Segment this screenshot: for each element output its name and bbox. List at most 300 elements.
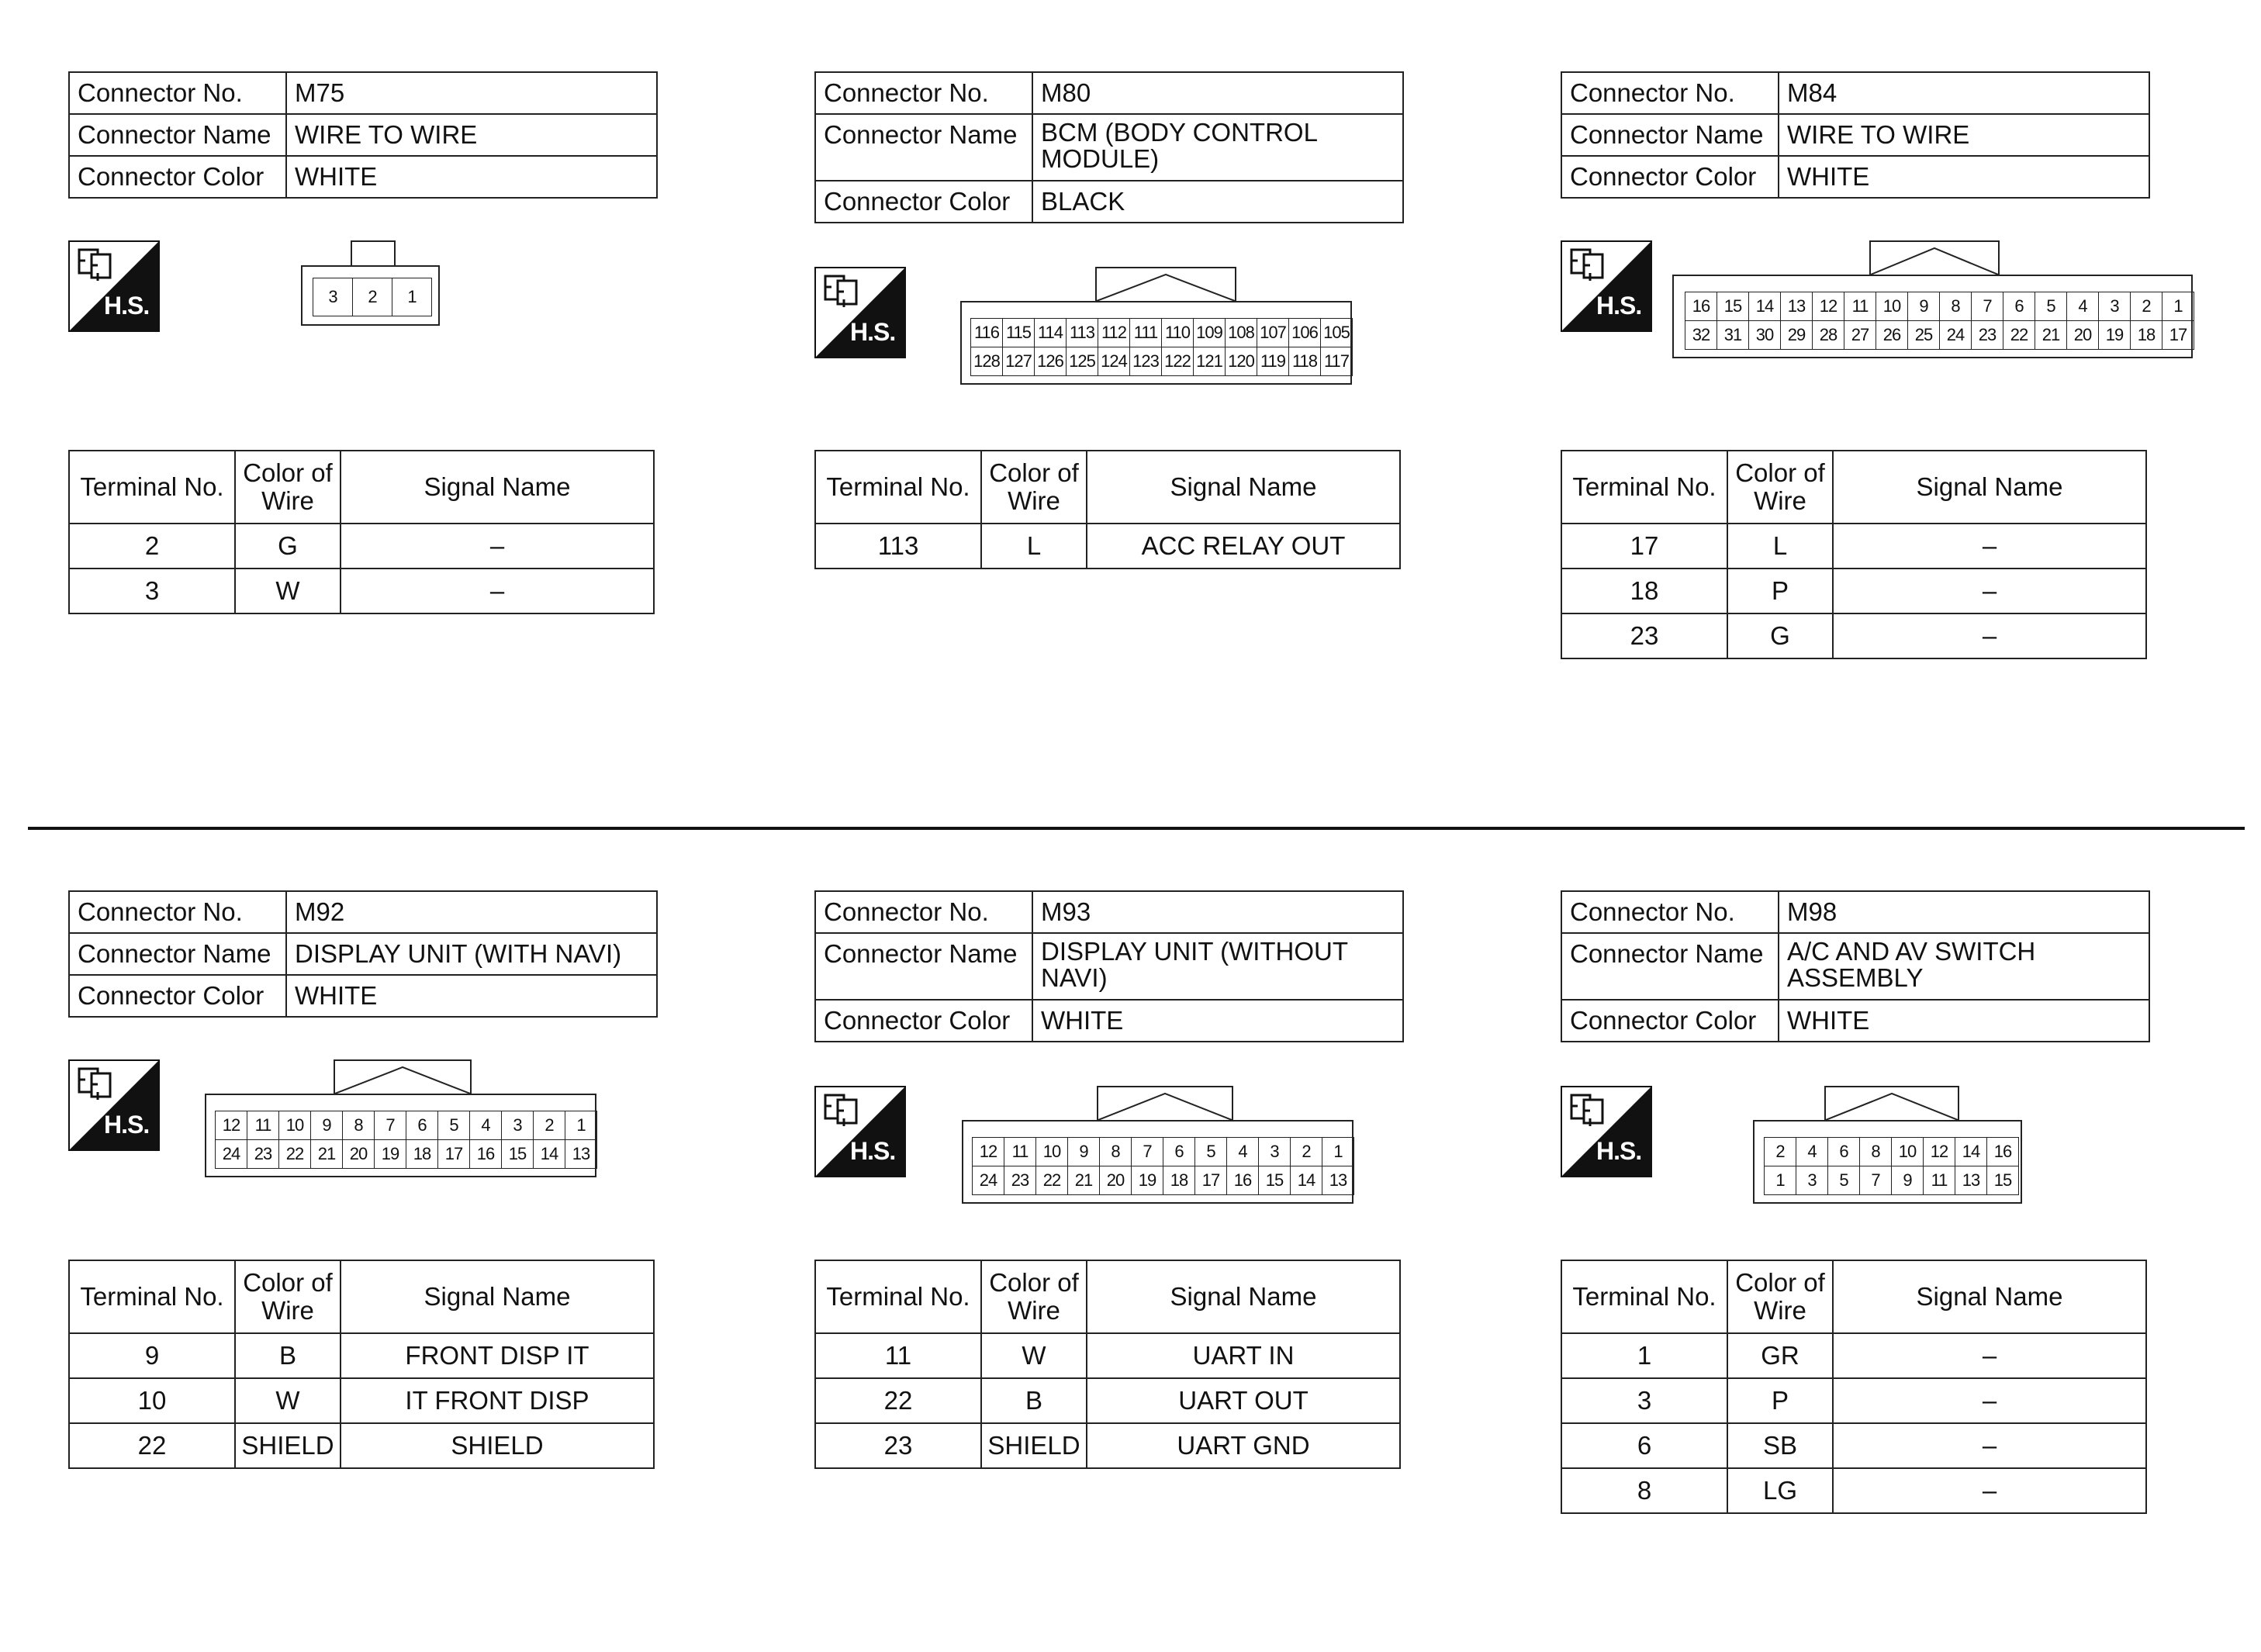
pin-cell: 3	[1796, 1166, 1828, 1195]
connector-color-row	[815, 181, 1403, 223]
harness-side-icon	[1561, 240, 1652, 332]
pin-cell: 9	[311, 1111, 343, 1140]
pin-cell: 126	[1035, 347, 1067, 376]
pin-cell: 20	[1100, 1166, 1132, 1195]
wire-color-header: Color of Wire	[235, 1260, 341, 1333]
connector-number-value: M92	[286, 891, 657, 933]
connector-color-label: Connector Color	[1561, 1000, 1779, 1042]
pin-row	[971, 347, 1353, 376]
pin-cell: 5	[438, 1111, 470, 1140]
wire-color: W	[235, 1378, 341, 1423]
pin-cell: 26	[1876, 321, 1908, 350]
pin-cell: 30	[1749, 321, 1781, 350]
connector-info-table	[1561, 71, 2150, 199]
connector-housing	[960, 301, 1352, 385]
terminal-number: 9	[69, 1333, 235, 1378]
pin-cell: 120	[1226, 347, 1257, 376]
terminal-table	[68, 1260, 655, 1469]
connector-color-row	[69, 975, 657, 1017]
pin-cell: 10	[1892, 1138, 1924, 1166]
terminal-row	[815, 524, 1400, 569]
connector-info-table	[68, 71, 658, 199]
connector-name-value: WIRE TO WIRE	[1779, 114, 2149, 156]
terminal-row	[1561, 524, 2146, 569]
connector-name-row	[815, 114, 1403, 181]
terminal-number: 6	[1561, 1423, 1727, 1468]
terminal-header-row	[815, 451, 1400, 524]
pin-cell: 121	[1194, 347, 1226, 376]
pin-cell: 19	[375, 1140, 406, 1169]
pin-row	[1765, 1138, 2019, 1166]
pin-cell: 4	[470, 1111, 502, 1140]
signal-name: ACC RELAY OUT	[1087, 524, 1400, 569]
connector-color-row	[69, 156, 657, 198]
connector-number-row	[815, 891, 1403, 933]
hs-label: H.S.	[850, 1137, 896, 1165]
terminal-row	[815, 1423, 1400, 1468]
terminal-number: 113	[815, 524, 981, 569]
terminal-no-header: Terminal No.	[1561, 451, 1727, 524]
pin-cell: 20	[343, 1140, 375, 1169]
connector-info-table	[814, 71, 1404, 223]
terminal-number: 22	[69, 1423, 235, 1468]
pin-cell: 6	[1163, 1138, 1195, 1166]
connector-color-value: WHITE	[1032, 1000, 1403, 1042]
pin-cell: 9	[1892, 1166, 1924, 1195]
signal-name: –	[1833, 1468, 2146, 1513]
pin-cell: 2	[1291, 1138, 1322, 1166]
connector-face-diagram	[1753, 1086, 2023, 1235]
pin-row	[973, 1138, 1354, 1166]
connector-number-label: Connector No.	[815, 72, 1032, 114]
connector-color-label: Connector Color	[69, 156, 286, 198]
terminal-table	[1561, 1260, 2147, 1514]
wire-color-header: Color of Wire	[235, 451, 341, 524]
connector-number-label: Connector No.	[815, 891, 1032, 933]
connector-block-m80	[814, 71, 1404, 831]
terminal-no-header: Terminal No.	[1561, 1260, 1727, 1333]
connector-housing	[1753, 1120, 2022, 1204]
signal-name-header: Signal Name	[1087, 1260, 1400, 1333]
terminal-number: 3	[69, 569, 235, 613]
pin-cell: 13	[1955, 1166, 1987, 1195]
wire-color: LG	[1727, 1468, 1833, 1513]
pin-cell: 7	[1860, 1166, 1892, 1195]
connector-number-label: Connector No.	[1561, 72, 1779, 114]
signal-name: IT FRONT DISP	[341, 1378, 654, 1423]
connector-number-row	[1561, 72, 2149, 114]
pin-grid	[1764, 1137, 2019, 1195]
pin-cell: 23	[1004, 1166, 1036, 1195]
connector-color-value: WHITE	[1779, 1000, 2149, 1042]
pin-grid	[970, 318, 1353, 376]
connector-number-row	[815, 72, 1403, 114]
wire-color-header: Color of Wire	[1727, 451, 1833, 524]
connector-lock-tab	[1097, 1086, 1233, 1123]
pin-cell: 2	[1765, 1138, 1796, 1166]
wire-color: L	[1727, 524, 1833, 569]
pin-cell: 16	[1685, 292, 1717, 321]
terminal-header-row	[1561, 1260, 2146, 1333]
pin-row	[971, 319, 1353, 347]
pin-cell: 2	[2131, 292, 2162, 321]
connector-face-diagram	[960, 267, 1353, 416]
pin-cell: 12	[973, 1138, 1004, 1166]
connector-face-diagram	[962, 1086, 1354, 1235]
signal-name: –	[1833, 524, 2146, 569]
harness-side-icon	[814, 1086, 906, 1177]
pin-cell: 6	[1828, 1138, 1860, 1166]
signal-name: –	[341, 524, 654, 569]
pin-cell: 105	[1321, 319, 1353, 347]
pin-cell: 25	[1908, 321, 1940, 350]
pin-cell: 23	[247, 1140, 279, 1169]
pin-cell: 1	[1765, 1166, 1796, 1195]
connector-color-value: WHITE	[286, 975, 657, 1017]
connector-number-value: M84	[1779, 72, 2149, 114]
connector-color-label: Connector Color	[815, 181, 1032, 223]
connector-name-value: A/C AND AV SWITCH ASSEMBLY	[1779, 933, 2149, 1000]
pin-cell: 2	[534, 1111, 565, 1140]
connector-face-diagram	[1672, 240, 2194, 389]
connector-housing	[1672, 275, 2193, 358]
connector-housing	[205, 1094, 596, 1177]
pin-cell: 29	[1781, 321, 1813, 350]
connector-color-value: BLACK	[1032, 181, 1403, 223]
wire-color: SHIELD	[235, 1423, 341, 1468]
connector-color-label: Connector Color	[69, 975, 286, 1017]
pin-cell: 10	[279, 1111, 311, 1140]
pin-cell: 8	[1940, 292, 1972, 321]
terminal-number: 1	[1561, 1333, 1727, 1378]
connector-name-row	[815, 933, 1403, 1000]
pin-cell: 113	[1067, 319, 1098, 347]
terminal-header-row	[815, 1260, 1400, 1333]
wire-color: GR	[1727, 1333, 1833, 1378]
pin-cell: 5	[1195, 1138, 1227, 1166]
connector-name-label: Connector Name	[1561, 114, 1779, 156]
pin-cell: 3	[502, 1111, 534, 1140]
connector-color-row	[1561, 156, 2149, 198]
harness-side-icon	[68, 240, 160, 332]
terminal-row	[815, 1333, 1400, 1378]
pin-cell: 13	[1781, 292, 1813, 321]
terminal-number: 22	[815, 1378, 981, 1423]
pin-grid	[972, 1137, 1354, 1195]
pin-grid	[215, 1111, 597, 1169]
pin-row	[313, 278, 432, 316]
pin-cell: 15	[502, 1140, 534, 1169]
connector-block-m75	[68, 71, 658, 831]
pin-cell: 24	[973, 1166, 1004, 1195]
terminal-number: 10	[69, 1378, 235, 1423]
terminal-number: 8	[1561, 1468, 1727, 1513]
connector-name-value: WIRE TO WIRE	[286, 114, 657, 156]
terminal-row	[1561, 613, 2146, 658]
pin-cell: 24	[1940, 321, 1972, 350]
hs-label: H.S.	[1596, 292, 1642, 320]
connector-lock-tab	[1095, 267, 1236, 304]
pin-cell: 124	[1098, 347, 1130, 376]
connector-number-label: Connector No.	[69, 891, 286, 933]
pin-cell: 12	[1924, 1138, 1955, 1166]
terminal-number: 17	[1561, 524, 1727, 569]
pin-cell: 21	[2035, 321, 2067, 350]
pin-cell: 21	[311, 1140, 343, 1169]
pin-cell: 19	[1132, 1166, 1163, 1195]
terminal-number: 18	[1561, 569, 1727, 613]
connector-info-table	[814, 890, 1404, 1042]
connector-housing	[301, 265, 440, 326]
signal-name: FRONT DISP IT	[341, 1333, 654, 1378]
pin-cell: 16	[470, 1140, 502, 1169]
connector-number-label: Connector No.	[69, 72, 286, 114]
pin-cell: 106	[1289, 319, 1321, 347]
pin-cell: 18	[1163, 1166, 1195, 1195]
pin-cell: 1	[565, 1111, 597, 1140]
wire-color-header: Color of Wire	[981, 451, 1087, 524]
pin-cell: 13	[565, 1140, 597, 1169]
connector-name-value: DISPLAY UNIT (WITH NAVI)	[286, 933, 657, 975]
pin-cell: 27	[1844, 321, 1876, 350]
pin-grid	[1685, 292, 2194, 350]
pin-cell: 14	[1955, 1138, 1987, 1166]
terminal-no-header: Terminal No.	[69, 1260, 235, 1333]
pin-cell: 108	[1226, 319, 1257, 347]
pin-cell: 2	[353, 278, 392, 316]
connector-number-row	[69, 72, 657, 114]
connector-name-value: DISPLAY UNIT (WITHOUT NAVI)	[1032, 933, 1403, 1000]
connector-color-label: Connector Color	[1561, 156, 1779, 198]
pin-cell: 4	[1796, 1138, 1828, 1166]
wire-color: G	[235, 524, 341, 569]
pin-cell: 15	[1717, 292, 1749, 321]
connector-face-diagram	[205, 1059, 597, 1208]
terminal-table	[814, 1260, 1401, 1469]
terminal-header-row	[69, 1260, 654, 1333]
connector-name-label: Connector Name	[69, 114, 286, 156]
pin-cell: 11	[1924, 1166, 1955, 1195]
pin-cell: 125	[1067, 347, 1098, 376]
pin-cell: 17	[1195, 1166, 1227, 1195]
signal-name-header: Signal Name	[1833, 451, 2146, 524]
signal-name: –	[341, 569, 654, 613]
connector-info-table	[1561, 890, 2150, 1042]
pin-cell: 17	[438, 1140, 470, 1169]
pin-cell: 4	[1227, 1138, 1259, 1166]
pin-cell: 22	[2003, 321, 2035, 350]
wire-color: G	[1727, 613, 1833, 658]
connector-number-value: M80	[1032, 72, 1403, 114]
pin-cell: 112	[1098, 319, 1130, 347]
wire-color-header: Color of Wire	[981, 1260, 1087, 1333]
wire-color: SHIELD	[981, 1423, 1087, 1468]
connector-name-label: Connector Name	[815, 114, 1032, 181]
hs-label: H.S.	[104, 1111, 150, 1139]
pin-cell: 119	[1257, 347, 1289, 376]
signal-name: UART GND	[1087, 1423, 1400, 1468]
pin-cell: 128	[971, 347, 1003, 376]
pin-cell: 11	[247, 1111, 279, 1140]
pin-cell: 16	[1227, 1166, 1259, 1195]
pin-cell: 8	[1100, 1138, 1132, 1166]
pin-cell: 6	[2003, 292, 2035, 321]
connector-info-table	[68, 890, 658, 1018]
connector-lock-tab	[351, 240, 396, 268]
pin-cell: 14	[534, 1140, 565, 1169]
pin-cell: 4	[2067, 292, 2099, 321]
terminal-row	[69, 1423, 654, 1468]
pin-cell: 22	[1036, 1166, 1068, 1195]
connector-lock-tab	[1869, 240, 2000, 278]
terminal-number: 3	[1561, 1378, 1727, 1423]
connector-number-value: M93	[1032, 891, 1403, 933]
pin-cell: 17	[2162, 321, 2194, 350]
pin-cell: 10	[1876, 292, 1908, 321]
connector-name-label: Connector Name	[69, 933, 286, 975]
pin-cell: 10	[1036, 1138, 1068, 1166]
pin-cell: 11	[1004, 1138, 1036, 1166]
signal-name-header: Signal Name	[341, 451, 654, 524]
signal-name: –	[1833, 1378, 2146, 1423]
pin-cell: 21	[1068, 1166, 1100, 1195]
connector-color-value: WHITE	[286, 156, 657, 198]
terminal-no-header: Terminal No.	[815, 1260, 981, 1333]
pin-cell: 115	[1003, 319, 1035, 347]
pin-cell: 5	[1828, 1166, 1860, 1195]
pin-cell: 15	[1987, 1166, 2019, 1195]
connector-name-row	[1561, 933, 2149, 1000]
terminal-no-header: Terminal No.	[815, 451, 981, 524]
pin-cell: 14	[1291, 1166, 1322, 1195]
connector-block-m92	[68, 890, 658, 1650]
connector-number-row	[69, 891, 657, 933]
pin-cell: 8	[343, 1111, 375, 1140]
connector-name-row	[1561, 114, 2149, 156]
pin-cell: 18	[2131, 321, 2162, 350]
connector-name-row	[69, 114, 657, 156]
pin-cell: 7	[1132, 1138, 1163, 1166]
harness-side-icon	[814, 267, 906, 358]
terminal-no-header: Terminal No.	[69, 451, 235, 524]
hs-label: H.S.	[1596, 1137, 1642, 1165]
pin-cell: 15	[1259, 1166, 1291, 1195]
terminal-row	[1561, 569, 2146, 613]
connector-lock-tab	[334, 1059, 472, 1097]
terminal-row	[69, 569, 654, 613]
pin-cell: 1	[392, 278, 432, 316]
terminal-table	[1561, 450, 2147, 659]
pin-cell: 32	[1685, 321, 1717, 350]
harness-side-icon	[1561, 1086, 1652, 1177]
wire-color: SB	[1727, 1423, 1833, 1468]
pin-row	[1685, 321, 2194, 350]
pin-cell: 111	[1130, 319, 1162, 347]
hs-label: H.S.	[850, 318, 896, 346]
pin-cell: 9	[1068, 1138, 1100, 1166]
pin-row	[973, 1166, 1354, 1195]
terminal-number: 23	[815, 1423, 981, 1468]
terminal-row	[69, 524, 654, 569]
connector-color-row	[815, 1000, 1403, 1042]
pin-cell: 7	[375, 1111, 406, 1140]
terminal-table	[814, 450, 1401, 569]
connector-name-label: Connector Name	[815, 933, 1032, 1000]
pin-cell: 12	[216, 1111, 247, 1140]
connector-color-value: WHITE	[1779, 156, 2149, 198]
pin-cell: 18	[406, 1140, 438, 1169]
signal-name: SHIELD	[341, 1423, 654, 1468]
connector-block-m84	[1561, 71, 2187, 831]
pin-cell: 12	[1813, 292, 1844, 321]
pin-cell: 11	[1844, 292, 1876, 321]
connector-number-row	[1561, 891, 2149, 933]
pin-cell: 7	[1972, 292, 2003, 321]
pin-row	[1765, 1166, 2019, 1195]
pin-row	[1685, 292, 2194, 321]
pin-cell: 116	[971, 319, 1003, 347]
terminal-row	[1561, 1468, 2146, 1513]
terminal-header-row	[69, 451, 654, 524]
wire-color: B	[235, 1333, 341, 1378]
pin-cell: 24	[216, 1140, 247, 1169]
wire-color: W	[235, 569, 341, 613]
pin-cell: 117	[1321, 347, 1353, 376]
pin-cell: 107	[1257, 319, 1289, 347]
connector-number-value: M75	[286, 72, 657, 114]
pin-cell: 19	[2099, 321, 2131, 350]
signal-name: –	[1833, 1333, 2146, 1378]
terminal-number: 11	[815, 1333, 981, 1378]
pin-cell: 109	[1194, 319, 1226, 347]
signal-name: UART IN	[1087, 1333, 1400, 1378]
connector-name-value: BCM (BODY CONTROL MODULE)	[1032, 114, 1403, 181]
connector-name-label: Connector Name	[1561, 933, 1779, 1000]
signal-name-header: Signal Name	[1833, 1260, 2146, 1333]
terminal-row	[815, 1378, 1400, 1423]
pin-cell: 3	[313, 278, 353, 316]
terminal-number: 23	[1561, 613, 1727, 658]
pin-cell: 28	[1813, 321, 1844, 350]
pin-cell: 13	[1322, 1166, 1354, 1195]
terminal-row	[1561, 1378, 2146, 1423]
harness-side-icon	[68, 1059, 160, 1151]
connector-block-m93	[814, 890, 1404, 1650]
pin-cell: 1	[2162, 292, 2194, 321]
signal-name: –	[1833, 613, 2146, 658]
connector-housing	[962, 1120, 1353, 1204]
signal-name-header: Signal Name	[1087, 451, 1400, 524]
wire-color: B	[981, 1378, 1087, 1423]
pin-cell: 1	[1322, 1138, 1354, 1166]
pin-cell: 127	[1003, 347, 1035, 376]
connector-name-row	[69, 933, 657, 975]
pin-cell: 123	[1130, 347, 1162, 376]
pin-cell: 23	[1972, 321, 2003, 350]
pin-row	[216, 1140, 597, 1169]
pin-cell: 3	[2099, 292, 2131, 321]
hs-label: H.S.	[104, 292, 150, 320]
pin-cell: 6	[406, 1111, 438, 1140]
pin-cell: 5	[2035, 292, 2067, 321]
connector-color-row	[1561, 1000, 2149, 1042]
terminal-number: 2	[69, 524, 235, 569]
pin-cell: 22	[279, 1140, 311, 1169]
terminal-table	[68, 450, 655, 614]
terminal-row	[69, 1333, 654, 1378]
connector-lock-tab	[1824, 1086, 1959, 1123]
pin-cell: 31	[1717, 321, 1749, 350]
